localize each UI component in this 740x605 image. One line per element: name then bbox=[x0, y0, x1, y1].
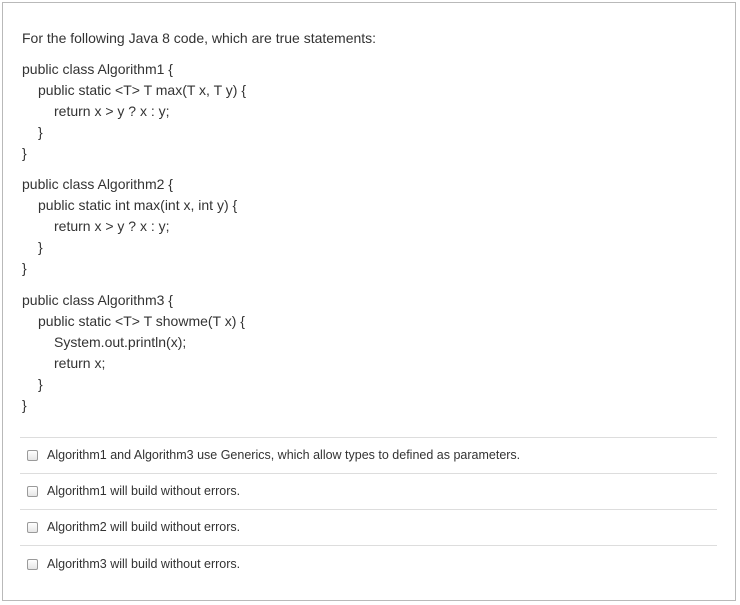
answer-option-3[interactable] bbox=[20, 509, 717, 545]
code-line: public class Algorithm2 { bbox=[22, 176, 173, 192]
code-line: } bbox=[38, 376, 43, 392]
code-line: public static int max(int x, int y) { bbox=[38, 197, 238, 213]
code-line: return x; bbox=[54, 355, 106, 371]
checkbox[interactable] bbox=[27, 486, 38, 497]
code-line: } bbox=[22, 145, 27, 161]
checkbox[interactable] bbox=[27, 559, 38, 570]
code-line: } bbox=[38, 239, 43, 255]
code-line: System.out.println(x); bbox=[54, 334, 187, 350]
option-label: Algorithm1 and Algorithm3 use Generics, which allow types to defined as parameters. bbox=[47, 448, 521, 462]
code-line: } bbox=[22, 260, 27, 276]
option-label: Algorithm3 will build without errors. bbox=[47, 556, 241, 571]
code-block-algorithm2 bbox=[22, 174, 237, 279]
code-line: } bbox=[22, 397, 27, 413]
code-line: } bbox=[38, 124, 43, 140]
code-line: return x > y ? x : y; bbox=[54, 218, 170, 234]
option-label: Algorithm1 will build without errors. bbox=[47, 484, 241, 498]
checkbox[interactable] bbox=[27, 522, 38, 533]
answer-option-1[interactable] bbox=[20, 437, 717, 473]
answer-options bbox=[20, 437, 717, 582]
question-prompt: For the following Java 8 code, which are true statements: bbox=[22, 30, 377, 46]
checkbox[interactable] bbox=[27, 450, 38, 461]
code-block-algorithm3 bbox=[22, 290, 245, 416]
answer-option-2[interactable] bbox=[20, 473, 717, 509]
code-block-algorithm1 bbox=[22, 59, 246, 164]
option-label: Algorithm2 will build without errors. bbox=[47, 520, 241, 534]
code-line: return x > y ? x : y; bbox=[54, 103, 170, 119]
code-line: public static <T> T max(T x, T y) { bbox=[38, 82, 247, 98]
code-line: public class Algorithm3 { bbox=[22, 292, 173, 308]
answer-option-4[interactable] bbox=[20, 545, 717, 582]
code-line: public static <T> T showme(T x) { bbox=[38, 313, 245, 329]
code-line: public class Algorithm1 { bbox=[22, 61, 173, 77]
